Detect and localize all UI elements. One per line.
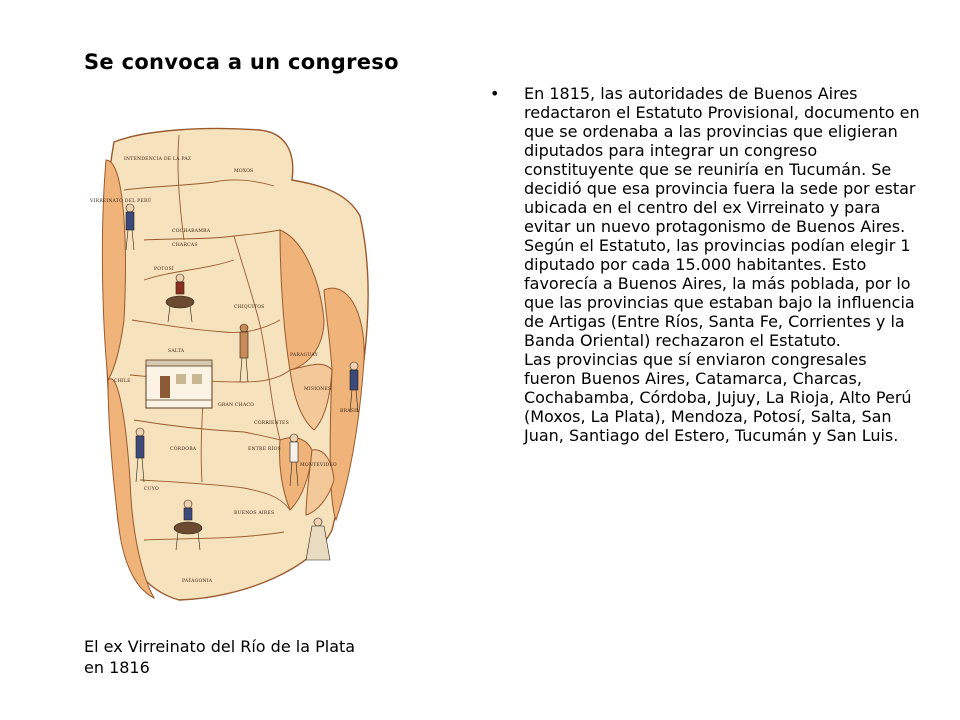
paragraph-diputados: Según el Estatuto, las provincias podían elegir 1 diputado por cada 15.000 habitantes. Esto favorecía a Buenos Aires, la más poblada, por lo que las provincias que estaban bajo la influencia de Artigas (Entre Ríos, Santa Fe, Corrientes y la Banda Oriental) rechazaron el Estatuto. bbox=[524, 236, 915, 350]
map-label-brasil: BRASIL bbox=[340, 409, 360, 414]
map-label-salta: SALTA bbox=[168, 349, 185, 354]
historical-map bbox=[84, 120, 374, 606]
congress-house-icon bbox=[146, 360, 212, 408]
map-label-potosi: POTOSÍ bbox=[154, 267, 174, 272]
map-label-paraguay: PARAGUAY bbox=[290, 353, 318, 358]
map-label-gran-chaco: GRAN CHACO bbox=[218, 403, 255, 408]
map-label-cordoba: CÓRDOBA bbox=[170, 447, 197, 452]
slide-title: Se convoca a un congreso bbox=[84, 50, 399, 74]
map-label-charcas: CHARCAS bbox=[172, 243, 198, 248]
bullet-marker: • bbox=[490, 84, 500, 103]
map-label-buenos-aires: BUENOS AIRES bbox=[234, 511, 275, 516]
map-label-cuyo: CUYO bbox=[144, 487, 159, 492]
bullet-list bbox=[490, 84, 920, 445]
map-label-cochabamba: COCHABAMBA bbox=[172, 229, 211, 234]
map-label-moxos: MOXOS bbox=[234, 169, 254, 174]
map-label-montevideo: MONTEVIDEO bbox=[300, 463, 337, 468]
map-label-paz: INTENDENCIA DE LA PAZ bbox=[124, 157, 192, 162]
bullet-item bbox=[490, 84, 920, 445]
map-label-chiquitos: CHIQUITOS bbox=[234, 305, 265, 310]
map-caption: El ex Virreinato del Río de la Plata en 1816 bbox=[84, 637, 356, 677]
paragraph-congresales: Las provincias que sí enviaron congresales fueron Buenos Aires, Catamarca, Charcas, Cochabamba, Córdoba, Jujuy, La Rioja, Alto Perú (Moxos, La Plata), Mendoza, Potosí, Salta, San Juan, Santiago del Estero, Tucumán y San Luis. bbox=[524, 350, 912, 445]
paragraph-estatuto: En 1815, las autoridades de Buenos Aires redactaron el Estatuto Provisional, documento en que se ordenaba a las provincias que eligieran diputados para integrar un congreso constituyente que se reuniría en Tucumán. Se decidió que esa provincia fuera la sede por estar ubicada en el centro del ex Virreinato y para evitar un nuevo protagonismo de Buenos Aires. bbox=[524, 84, 920, 236]
map-label-misiones: MISIONES bbox=[304, 387, 332, 392]
map-label-peru: VIRREINATO DEL PERÚ bbox=[90, 199, 152, 204]
map-label-corrientes: CORRIENTES bbox=[254, 421, 289, 426]
map-label-entre-rios: ENTRE RÍOS bbox=[248, 447, 281, 452]
map-label-patagonia: PATAGONIA bbox=[182, 579, 213, 584]
map-label-chile: CHILE bbox=[114, 379, 131, 384]
